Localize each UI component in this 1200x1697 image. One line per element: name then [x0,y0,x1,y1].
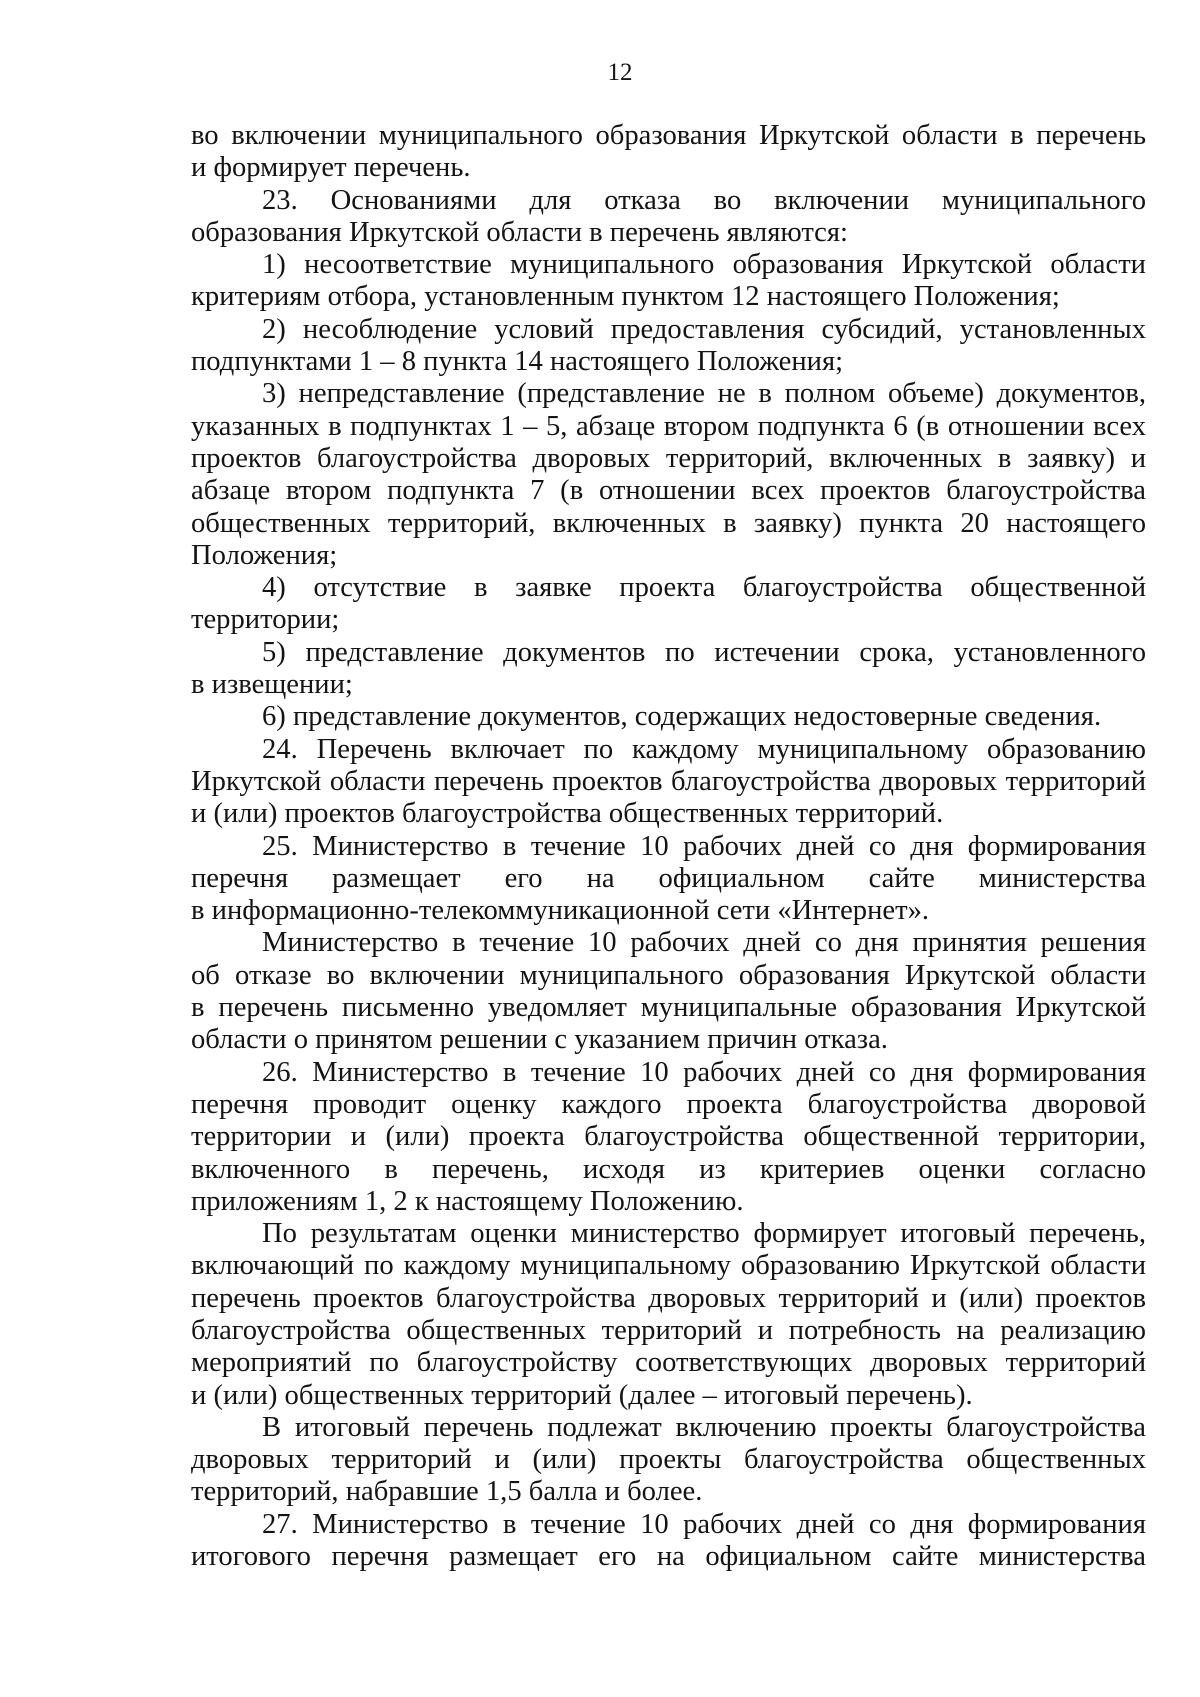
paragraph [191,185,1146,250]
text-line: критериям отбора, установленным пунктом 12 настоящего Положения; [191,281,1060,313]
text-line: приложениям 1, 2 к настоящему Положению. [191,1185,744,1217]
paragraph [191,378,1146,572]
text-line: итогового перечня размещает его на официальном сайте министерства [191,1541,1146,1573]
text-line: 2) несоблюдение условий предоставления субсидий, установленных [262,313,1146,345]
page-number: 12 [607,59,633,86]
paragraph [191,314,1146,379]
text-line: общественных территорий, включенных в заявку) пункта 20 настоящего [191,507,1146,539]
text-line: указанных в подпунктах 1 – 5, абзаце втором подпункта 6 (в отношении всех [191,410,1146,442]
text-line: мероприятий по благоустройству соответствующих дворовых территорий [191,1347,1146,1379]
text-line: в перечень письменно уведомляет муниципальные образования Иркутской [191,992,1146,1024]
text-line: Министерство в течение 10 рабочих дней со дня принятия решения [262,927,1146,959]
paragraph [191,637,1146,702]
text-line: Положения; [191,539,338,571]
text-line: территорий, набравшие 1,5 балла и более. [191,1476,703,1508]
paragraph [191,831,1146,928]
text-line: образования Иркутской области в перечень являются: [191,216,848,248]
text-line: 3) непредставление (представление не в полном объеме) документов, [262,378,1146,410]
text-line: включающий по каждому муниципальному образованию Иркутской области [191,1250,1146,1282]
text-line: 5) представление документов по истечении срока, установленного [262,636,1146,668]
paragraph [191,1509,1146,1574]
text-line: проектов благоустройства дворовых территорий, включенных в заявку) и [191,442,1146,474]
text-line: 26. Министерство в течение 10 рабочих дней со дня формирования [262,1056,1146,1088]
paragraph [191,1057,1146,1218]
paragraph [191,572,1146,637]
text-line: 4) отсутствие в заявке проекта благоустройства общественной [262,572,1146,604]
text-line: 6) представление документов, содержащих недостоверные сведения. [262,701,1102,733]
paragraph [191,120,1146,185]
text-line: включенного в перечень, исходя из критериев оценки согласно [191,1153,1146,1185]
text-line: 23. Основаниями для отказа во включении муниципального [262,184,1146,216]
text-line: 1) несоответствие муниципального образования Иркутской области [262,249,1146,281]
text-line: подпунктами 1 – 8 пункта 14 настоящего Положения; [191,346,844,378]
text-line: и (или) проектов благоустройства общественных территорий. [191,798,944,830]
paragraph [191,734,1146,831]
text-line: дворовых территорий и (или) проекты благоустройства общественных [191,1444,1146,1476]
text-line: 27. Министерство в течение 10 рабочих дней со дня формирования [262,1508,1146,1540]
text-line: и формирует перечень. [191,152,471,184]
text-line: В итоговый перечень подлежат включению проекты благоустройства [262,1411,1146,1443]
text-line: и (или) общественных территорий (далее – итоговый перечень). [191,1379,973,1411]
text-line: во включении муниципального образования Иркутской области в перечень [191,120,1146,151]
text-line: перечня размещает его на официальном сайте министерства [191,862,1146,894]
paragraph [191,1412,1146,1509]
text-line: благоустройства общественных территорий и потребность на реализацию [191,1314,1146,1346]
text-line: перечень проектов благоустройства дворовых территорий и (или) проектов [191,1282,1146,1314]
paragraph [191,249,1146,314]
text-line: абзаце втором подпункта 7 (в отношении всех проектов благоустройства [191,475,1146,507]
paragraph [191,1218,1146,1412]
paragraph [191,927,1146,1056]
text-line: в извещении; [191,669,353,701]
text-line: По результатам оценки министерство формирует итоговый перечень, [262,1218,1146,1250]
document-body [191,120,1146,1573]
paragraph [191,701,1146,733]
text-line: Иркутской области перечень проектов благоустройства дворовых территорий [191,765,1146,797]
text-line: области о принятом решении с указанием причин отказа. [191,1024,888,1056]
text-line: территории; [191,604,340,636]
text-line: об отказе во включении муниципального образования Иркутской области [191,959,1146,991]
text-line: территории и (или) проекта благоустройства общественной территории, [191,1121,1146,1153]
text-line: в информационно-телекоммуникационной сети «Интернет». [191,895,930,927]
text-line: 24. Перечень включает по каждому муниципальному образованию [262,733,1146,765]
text-line: 25. Министерство в течение 10 рабочих дней со дня формирования [262,830,1146,862]
text-line: перечня проводит оценку каждого проекта благоустройства дворовой [191,1088,1146,1120]
